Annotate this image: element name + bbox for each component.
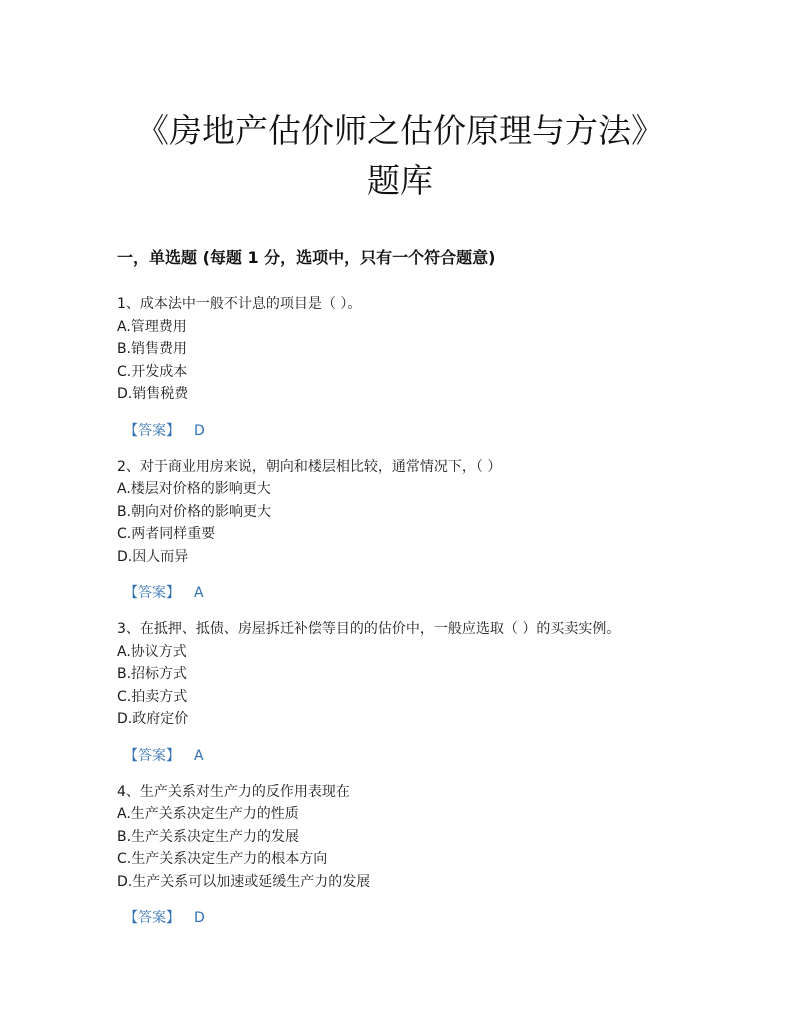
- option-b: B.生产关系决定生产力的发展: [117, 828, 300, 845]
- answer-label: 【答案】: [124, 585, 180, 601]
- option-d: D.销售税费: [117, 386, 189, 402]
- question-stem: 3、在抵押、抵债、房屋拆迁补偿等目的的估价中，一般应选取（ ）的买卖实例。: [117, 621, 621, 637]
- answer-value: A: [194, 585, 204, 601]
- option-b: B.招标方式: [117, 666, 188, 682]
- option-a: A.生产关系决定生产力的性质: [117, 806, 299, 822]
- title-line-1: 《房地产估价师之估价原理与方法》: [136, 111, 664, 150]
- option-c: C.拍卖方式: [117, 688, 188, 705]
- document-title: [0, 106, 800, 206]
- answer-line: [117, 582, 717, 604]
- option-b: B.销售费用: [117, 341, 188, 357]
- question-list: [117, 293, 717, 943]
- option-d: D.生产关系可以加速或延缓生产力的发展: [117, 873, 371, 890]
- option-c: C.两者同样重要: [117, 526, 216, 542]
- option-c: C.开发成本: [117, 363, 188, 380]
- option-d: D.因人而异: [117, 548, 189, 565]
- question-item: [117, 781, 717, 930]
- answer-line: [117, 420, 717, 442]
- answer-value: A: [194, 747, 204, 764]
- question-stem: 4、生产关系对生产力的反作用表现在: [117, 783, 350, 800]
- question-item: [117, 293, 717, 442]
- title-line-2: 题库: [367, 161, 433, 200]
- question-stem: 2、对于商业用房来说，朝向和楼层相比较，通常情况下，（ ）: [117, 458, 502, 475]
- option-a: A.楼层对价格的影响更大: [117, 481, 271, 497]
- question-stem: 1、成本法中一般不计息的项目是（ ）。: [117, 296, 362, 312]
- option-a: A.协议方式: [117, 643, 187, 660]
- section-heading: 一，单选题 (每题 1 分，选项中，只有一个符合题意): [117, 248, 496, 267]
- answer-label: 【答案】: [124, 747, 180, 764]
- answer-value: D: [194, 422, 205, 439]
- option-b: B.朝向对价格的影响更大: [117, 503, 272, 520]
- option-c: C.生产关系决定生产力的根本方向: [117, 851, 328, 867]
- answer-value: D: [194, 910, 205, 926]
- answer-line: [117, 745, 717, 767]
- option-a: A.管理费用: [117, 318, 187, 335]
- answer-label: 【答案】: [124, 910, 180, 926]
- option-d: D.政府定价: [117, 711, 189, 727]
- question-item: [117, 456, 717, 605]
- question-item: [117, 618, 717, 767]
- answer-line: [117, 907, 717, 929]
- answer-label: 【答案】: [124, 422, 180, 439]
